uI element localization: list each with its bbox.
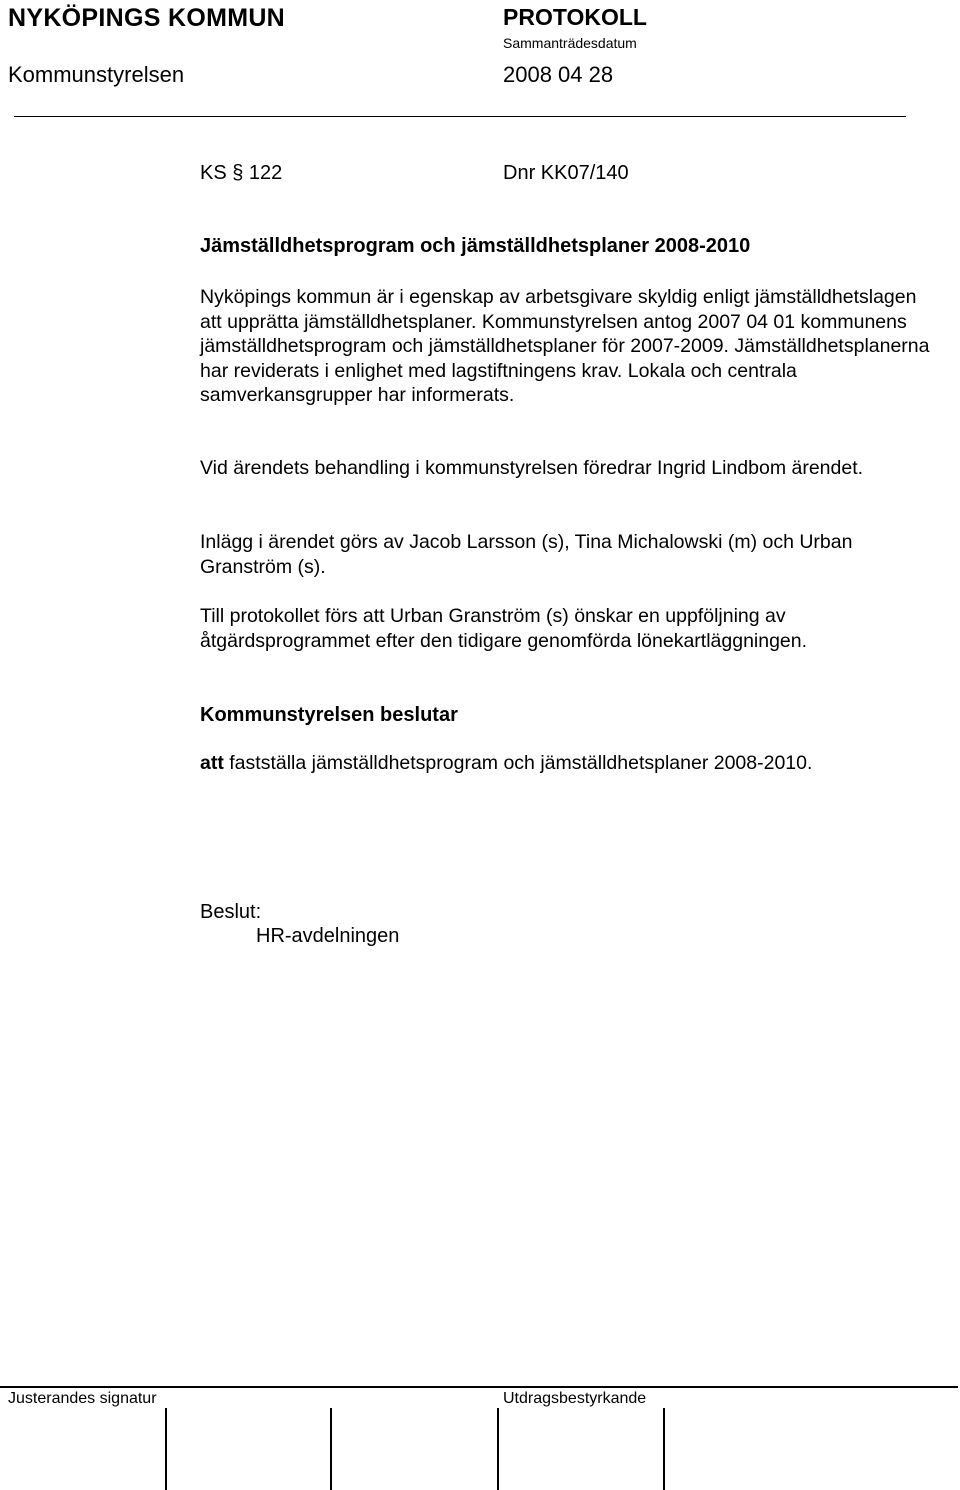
case-number: KS § 122 — [200, 162, 283, 184]
signature-box-divider — [165, 1408, 167, 1490]
paragraph-presenter: Vid ärendets behandling i kommunstyrelsen föredrar Ingrid Lindbom ärendet. — [200, 457, 864, 479]
header-divider — [14, 116, 906, 117]
paragraph-background: Nyköpings kommun är i egenskap av arbetsgivare skyldig enligt jämställdhetslagen att upprätta jämställdhetsplaner. Kommunstyrelsen antog 2007 04 01 kommunens jämställdhetsprogram och jämställdhetsplaner för 2007-2009. Jämställdhetsplanerna har reviderats i enlighet med lagstiftningens krav. Lokala och centrala samverkansgrupper har informerats. — [200, 286, 930, 406]
paragraph-contributions: Inlägg i ärendet görs av Jacob Larsson (s), Tina Michalowski (m) och Urban Granström (s). — [200, 531, 853, 578]
case-title: Jämställdhetsprogram och jämställdhetsplaner 2008-2010 — [200, 235, 751, 257]
document-type: PROTOKOLL — [503, 4, 647, 30]
footer-divider — [0, 1386, 958, 1388]
signature-box-divider — [663, 1408, 665, 1490]
meeting-date: 2008 04 28 — [503, 62, 614, 87]
diary-number: Dnr KK07/140 — [503, 162, 629, 184]
paragraph-protocol-note: Till protokollet förs att Urban Granström (s) önskar en uppföljning av åtgärdsprogrammet efter den tidigare genomförda lönekartläggningen. — [200, 605, 808, 652]
decision-statement — [200, 752, 812, 775]
organization-name: NYKÖPINGS KOMMUN — [8, 4, 286, 32]
meeting-date-label: Sammanträdesdatum — [503, 35, 637, 51]
department-name: Kommunstyrelsen — [8, 62, 185, 87]
distribution-label: Beslut: — [200, 901, 262, 923]
decision-heading: Kommunstyrelsen beslutar — [200, 704, 458, 726]
signature-box-divider — [497, 1408, 499, 1490]
certification-label: Utdragsbestyrkande — [503, 1390, 647, 1407]
signature-label: Justerandes signatur — [8, 1390, 157, 1407]
signature-box-divider — [330, 1408, 332, 1490]
decision-text: fastställa jämställdhetsprogram och jämställdhetsplaner 2008-2010. — [223, 752, 813, 774]
distribution-recipient: HR-avdelningen — [256, 925, 400, 947]
decision-keyword: att — [200, 752, 224, 774]
